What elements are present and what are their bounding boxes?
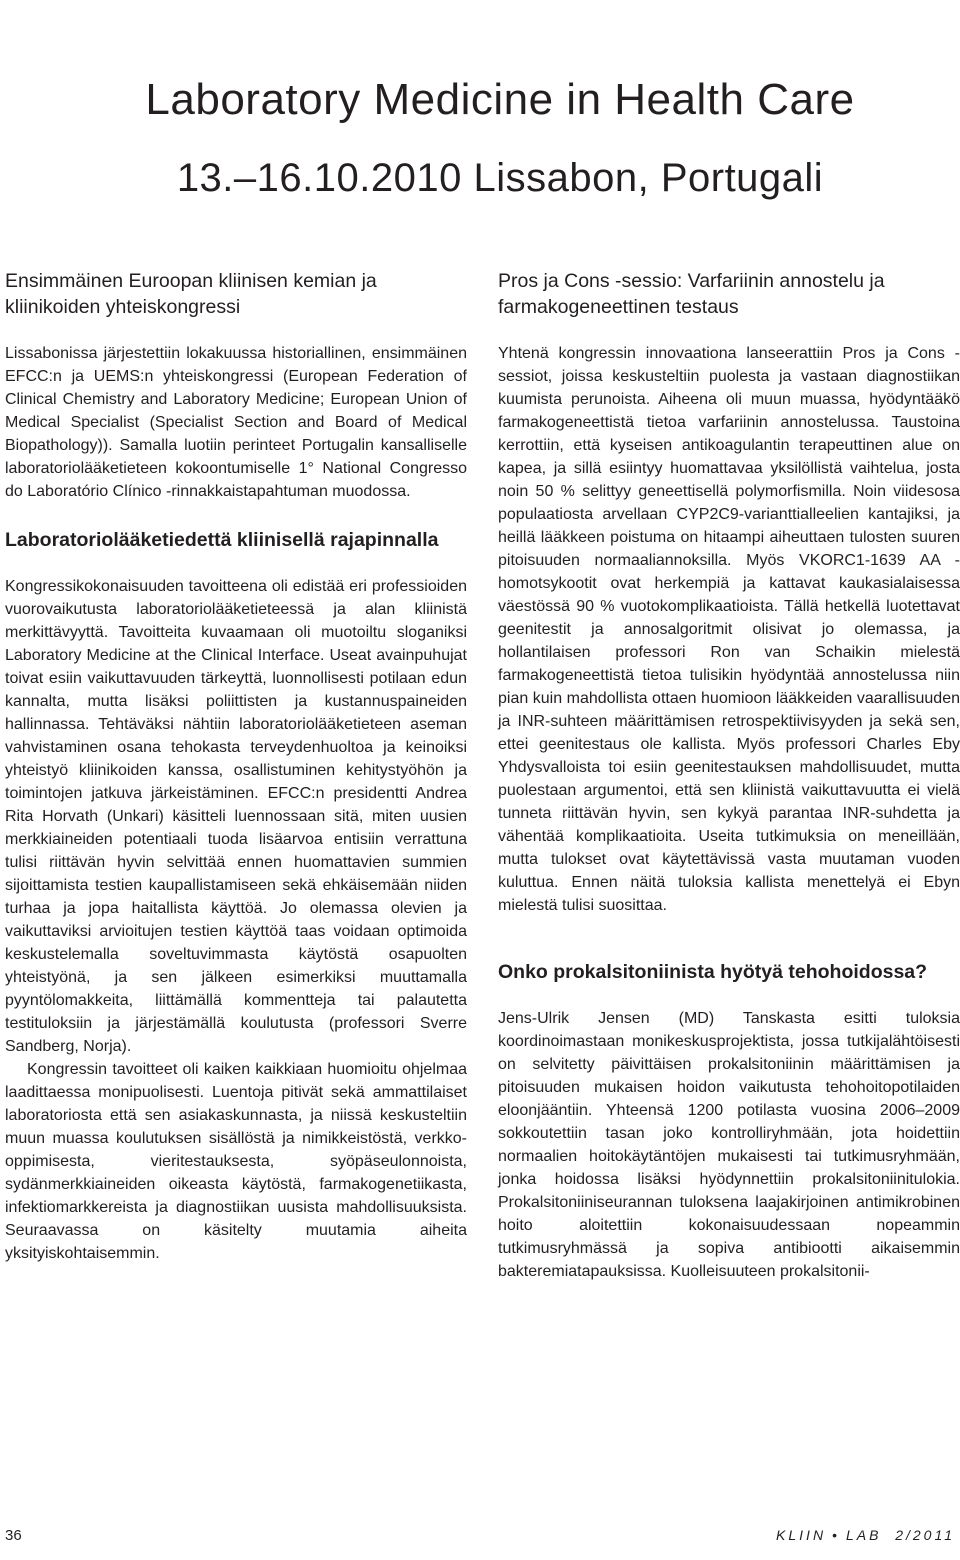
section-heading-procalcitonin: Onko prokalsitoniinista hyötyä tehohoidossa?	[498, 961, 928, 983]
magazine-footer	[776, 1527, 955, 1543]
page-subtitle: 13.–16.10.2010 Lissabon, Portugali	[176, 156, 824, 200]
left-column	[5, 268, 467, 1265]
body-paragraph: Jens-Ulrik Jensen (MD) Tanskasta esitti tuloksia koordinoimastaan monikeskusprojektista, jossa tutkijalähtöisesti on selvitetty päivittäisen prokalsitoniinin määrittämisen ja pitoisuuden mukaisen hoidon vaikutusta tehohoitopotilaiden eloonjääntiin. Yhteensä 1200 potilasta vuosina 2006–2009 sokkoutettiin tasan joko kontrolliryhmään, jota hoidettiin normaalien hoitokäytäntöjen mukaisesti tai tutkimusryhmään, jonka hoidossa lisäksi hyödynnettiin prokalsitoniinitulokia. Prokalsitoniiniseurannan tuloksena laajakirjoinen antimikrobinen hoito aloitettiin kokonaisuudessaan nopeammin tutkimusryhmässä ja sopiva antibiootti aikaisemmin bakteremiatapauksissa. Kuolleisuuteen prokalsitonii-	[498, 1010, 960, 1280]
body-paragraph: Kongressin tavoitteet oli kaiken kaikkiaan huomioitu ohjelmaa laadittaessa monipuolisesti. Luentoja pitivät sekä ammattilaiset laboratoriosta että sen asiakaskunnasta, ja niissä keskusteltiin muun muassa koulutuksen sisällöstä ja nimikkeistöstä, verkko-oppimisesta, vieritestauksesta, syöpäseulonnoista, sydänmerkkiaineiden oikeasta käytöstä, farmakogenetiikasta, infektiomarkkereista ja diagnostiikan uusista mahdollisuuksista. Seuraavassa on käsitelty muutamia aiheita yksityiskohtaisemmin.	[5, 1061, 467, 1262]
section-heading-clinical-interface: Laboratoriolääketiedettä kliinisellä rajapinnalla	[5, 529, 439, 551]
page-number: 36	[5, 1527, 22, 1544]
magazine-name: KLIIN	[776, 1527, 827, 1543]
section-heading-pros-cons: Pros ja Cons -sessio: Varfariinin annostelu ja farmakogeneettinen testaus	[498, 270, 885, 318]
separator-dot: •	[832, 1527, 840, 1543]
body-paragraph: Lissabonissa järjestettiin lokakuussa historiallinen, ensimmäinen EFCC:n ja UEMS:n yhteiskongressi (European Federation of Clinical Chemistry and Laboratory Medicine; European Union of Medical Specialist (Specialist Section and Board of Medical Biopathology)). Samalla luotiin perinteet Portugalin kansalliselle laboratoriolääketieteen kokoontumiselle 1° National Congresso do Laboratório Clínico -rinnakkaistapahtuman muodossa.	[5, 345, 467, 500]
issue-number: 2/2011	[895, 1527, 955, 1543]
section-heading-congress: Ensimmäinen Euroopan kliinisen kemian ja kliinikoiden yhteiskongressi	[5, 270, 377, 318]
magazine-section: LAB	[845, 1527, 882, 1543]
right-column	[498, 268, 960, 1283]
page-title: Laboratory Medicine in Health Care	[145, 75, 855, 124]
body-paragraph: Kongressikokonaisuuden tavoitteena oli edistää eri professioiden vuorovaikutusta laboratoriolääketieteessä ja alan kliinistä merkittävyyttä. Tavoitteita kuvaamaan oli muotoiltu sloganiksi Laboratory Medicine at the Clinical Interface. Useat avainpuhujat toivat esiin vaikuttavuuden tärkeyttä, luonnollisesti potilaan edun kannalta, mutta lisäksi poliittisten ja kustannuspaineiden hallinnassa. Tehtäväksi nähtiin laboratoriolääketieteen aseman vahvistaminen osana tehokasta terveydenhuoltoa ja keinoiksi yhteistyö kliinikoiden kanssa, osallistuminen kehitystyöhön ja toimintojen jatkuva järkeistäminen. EFCC:n presidentti Andrea Rita Horvath (Unkari) käsitteli luennossaan sitä, miten uusien merkkiaineiden potentiaali tuoda lisäarvoa entisiin verrattuna tulisi riittävän hyvin selvittää ennen huomattavien summien sijoittamista testien kaupallistamiseen sekä ehkäisemään niiden turhaa ja jopa haitallista käyttöä. Jo olemassa olevien ja vaikuttaviksi arvioitujen testien käyttöä taas voidaan optimoida keskustelemalla soveltuvimmasta käytöstä osapuolten yhteistyönä, ja sen jälkeen esimerkiksi muuttamalla pyyntölomakkeita, liittämällä kommentteja tai palautetta testituloksiin ja järjestämällä koulutusta (professori Sverre Sandberg, Norja).	[5, 578, 467, 1055]
body-paragraph: Yhtenä kongressin innovaationa lanseerattiin Pros ja Cons -sessiot, joissa keskusteltiin puolesta ja vastaan diagnostiikan kuumista perunoista. Aiheena oli muun muassa, hyödyntääkö farmakogeneettistä tietoa varfariinin annostelussa. Taustoina kerrottiin, että kyseisen antikoagulantin terapeuttinen alue on kapea, ja sillä esiintyy huomattavaa yksilöllistä vaihtelua, josta noin 50 % selittyy geneettisellä polymorfismilla. Noin viidesosa populaatiosta arvellaan CYP2C9-varianttialleelien kantajiksi, ja heillä lääkkeen poistuma on hitaampi aiheuttaen tulosten suuren pitoisuuden normaaliannoksilla. Myös VKORC1-1639 AA -homotsykootit ovat herkempiä ja kattavat kaukasialaisessa väestössä 90 % vuotokomplikaatioista. Tällä hetkellä luotettavat geenitestit ja annosalgoritmit olisivat jo olemassa, ja hollantilaisen professori Ron van Schaikin mielestä farmakogeneettistä tietoa tulisikin hyödyntää annostelussa niin pian kuin mahdollista ottaen huomioon lääkkeiden vaarallisuuden ja INR-suhteen määrittämisen retrospektiivisyyden ja sekä sen, ettei geenitestaus ole kallista. Myös professori Charles Eby Yhdysvalloista toi esiin geenitestauksen mahdollisuudet, mutta puolestaan argumentoi, että sen kliinistä vaikuttavuutta ei vielä tunneta riittävän hyvin, sen kykyä parantaa INR-suhdetta ja vähentää komplikaatioita. Useita tutkimuksia on meneillään, mutta tulokset ovat käytettävissä vasta muutaman vuoden kuluttua. Ennen näitä tuloksia kallista menettelyä ei Ebyn mielestä tulisi suosittaa.	[498, 345, 960, 914]
